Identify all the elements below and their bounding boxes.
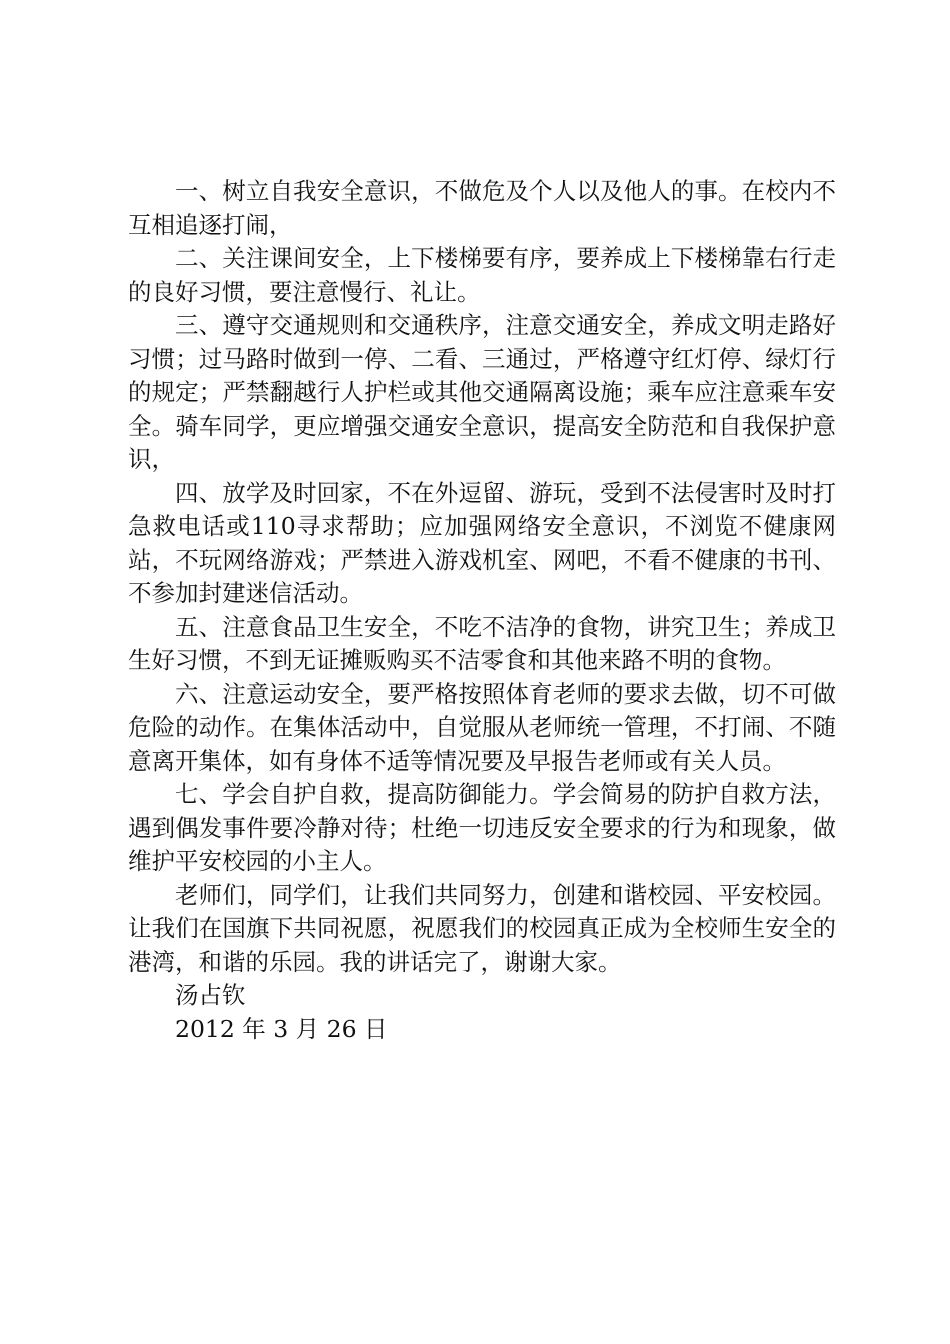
- paragraph-sports-safety: 六、注意运动安全，要严格按照体育老师的要求去做，切不可做危险的动作。在集体活动中，自觉服从老师统一管理，不打闹、不随意离开集体，如有身体不适等情况要及早报告老师或有关人员。: [128, 679, 836, 775]
- paragraph-safety-awareness: 一、树立自我安全意识，不做危及个人以及他人的事。在校内不互相追逐打闹，: [128, 177, 836, 239]
- paragraph-food-safety: 五、注意食品卫生安全，不吃不洁净的食物，讲究卫生；养成卫生好习惯，不到无证摊贩购买不洁零食和其他来路不明的食物。: [128, 612, 836, 674]
- paragraph-closing: 老师们，同学们，让我们共同努力，创建和谐校园、平安校园。让我们在国旗下共同祝愿，祝愿我们的校园真正成为全校师生安全的港湾，和谐的乐园。我的讲话完了，谢谢大家。: [128, 880, 836, 976]
- paragraph-after-school: 四、放学及时回家，不在外逗留、游玩，受到不法侵害时及时打急救电话或110寻求帮助；应加强网络安全意识，不浏览不健康网站，不玩网络游戏；严禁进入游戏机室、网吧，不看不健康的书刊、不参加封建迷信活动。: [128, 478, 836, 607]
- author-name: 汤占钦: [175, 981, 246, 1009]
- document-date: 2012 年 3 月 26 日: [175, 1014, 388, 1043]
- document-body: [128, 175, 836, 1046]
- paragraph-traffic-safety: 三、遵守交通规则和交通秩序，注意交通安全，养成文明走路好习惯；过马路时做到一停、二看、三通过，严格遵守红灯停、绿灯行的规定；严禁翻越行人护栏或其他交通隔离设施；乘车应注意乘车安全。骑车同学，更应增强交通安全意识，提高安全防范和自我保护意识，: [128, 311, 836, 473]
- paragraph-self-rescue: 七、学会自护自救，提高防御能力。学会简易的防护自救方法，遇到偶发事件要冷静对待；杜绝一切违反安全要求的行为和现象，做维护平安校园的小主人。: [128, 780, 836, 875]
- paragraph-stairs-safety: 二、关注课间安全，上下楼梯要有序，要养成上下楼梯靠右行走的良好习惯，要注意慢行、礼让。: [128, 244, 836, 306]
